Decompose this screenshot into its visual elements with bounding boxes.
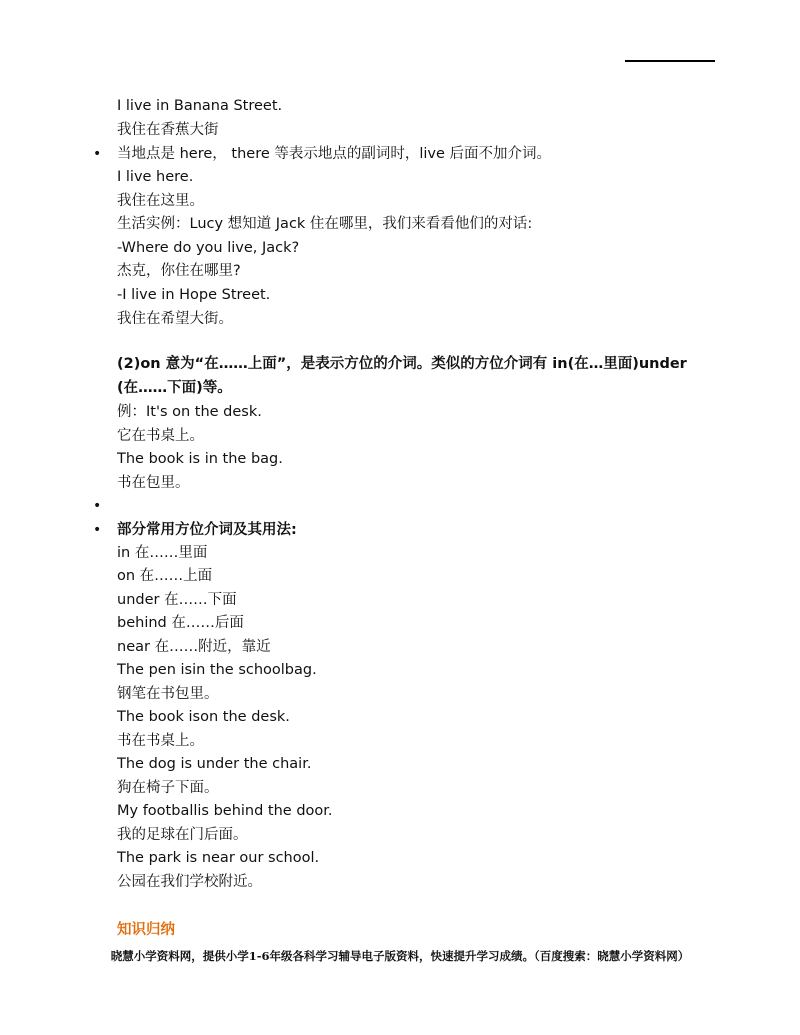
section-heading: 部分常用方位介词及其用法: (117, 522, 297, 538)
text-line: near 在……附近，靠近 (117, 639, 271, 655)
bullet-icon: • (93, 522, 102, 538)
summary-heading: 知识归纳 (117, 922, 175, 938)
text-line: under 在……下面 (117, 592, 237, 608)
text-line: The park is near our school. (117, 850, 320, 866)
text-line: behind 在……后面 (117, 615, 244, 631)
text-line: -I live in Hope Street. (117, 287, 271, 303)
text-line: -Where do you live, Jack? (117, 240, 300, 256)
bullet-icon: • (93, 498, 102, 514)
header-rule (625, 60, 715, 62)
text-line: 公园在我们学校附近。 (117, 874, 262, 890)
text-line: The dog is under the chair. (117, 756, 312, 772)
text-line: 钢笔在书包里。 (117, 686, 219, 702)
page-footer: 晓慧小学资料网，提供小学1-6年级各科学习辅导电子版资料，快速提升学习成绩。（百度搜索：晓慧小学资料网） (110, 949, 690, 963)
text-line: 我的足球在门后面。 (117, 827, 248, 843)
text-line: 生活实例：Lucy 想知道 Jack 住在哪里，我们来看看他们的对话: (117, 216, 533, 232)
text-line: 它在书桌上。 (117, 428, 204, 444)
text-line: 我住在希望大街。 (117, 311, 233, 327)
text-line: The book ison the desk. (117, 709, 290, 725)
text-line: The pen isin the schoolbag. (117, 662, 317, 678)
text-line: 例：It's on the desk. (117, 404, 262, 420)
text-line: I live here. (117, 169, 194, 185)
bullet-icon: • (93, 146, 102, 162)
text-line: on 在……上面 (117, 568, 213, 584)
text-line: 杰克，你住在哪里? (117, 263, 241, 279)
section-heading: (在……下面)等。 (117, 380, 232, 396)
text-line: in 在……里面 (117, 545, 208, 561)
text-line: 我住在这里。 (117, 193, 204, 209)
text-line: 狗在椅子下面。 (117, 780, 219, 796)
text-line: 我住在香蕉大街 (117, 122, 219, 138)
text-line: My footballis behind the door. (117, 803, 333, 819)
text-line: The book is in the bag. (117, 451, 283, 467)
section-heading: (2)on 意为“在……上面”，是表示方位的介词。类似的方位介词有 in(在…里面)under (117, 356, 687, 372)
text-line: 书在包里。 (117, 475, 190, 491)
text-line: 书在书桌上。 (117, 733, 204, 749)
text-line: I live in Banana Street. (117, 98, 283, 114)
text-line: 当地点是 here， there 等表示地点的副词时，live 后面不加介词。 (117, 146, 552, 162)
